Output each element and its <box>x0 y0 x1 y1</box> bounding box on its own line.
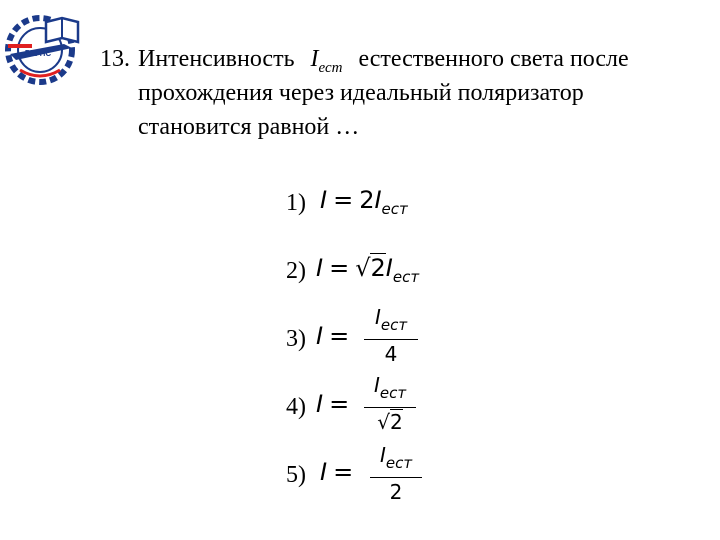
sqrt-symbol: √ <box>377 410 390 434</box>
fraction: $I_{ест}$ √2 <box>364 372 416 435</box>
formula: I = <box>320 458 354 486</box>
formula: I = <box>316 322 350 350</box>
formula: I = <box>316 390 350 418</box>
option-label: 3) <box>286 326 306 352</box>
fraction: $I_{ест}$ 4 <box>364 304 418 367</box>
formula: $I = 2I_{ест}$ <box>320 186 408 218</box>
logo-text: РГУПС <box>24 49 52 58</box>
fraction: $I_{ест}$ 2 <box>370 442 422 505</box>
option-label: 5) <box>286 462 306 488</box>
formula: $I = √2I_{ест}$ <box>316 254 420 286</box>
sqrt-symbol: √ <box>355 254 371 282</box>
question-number: 13. <box>100 46 130 72</box>
question-line-3: становится равной … <box>138 114 360 140</box>
intensity-symbol: $I_{ест}$ <box>310 46 343 76</box>
question-line-2: прохождения через идеальный поляризатор <box>138 80 584 106</box>
option-label: 4) <box>286 394 306 420</box>
question-line-1: Интенсивность $I_{ест}$ естественного света после <box>138 46 629 76</box>
option-label: 2) <box>286 258 306 284</box>
option-label: 1) <box>286 190 306 216</box>
university-logo <box>2 8 88 88</box>
